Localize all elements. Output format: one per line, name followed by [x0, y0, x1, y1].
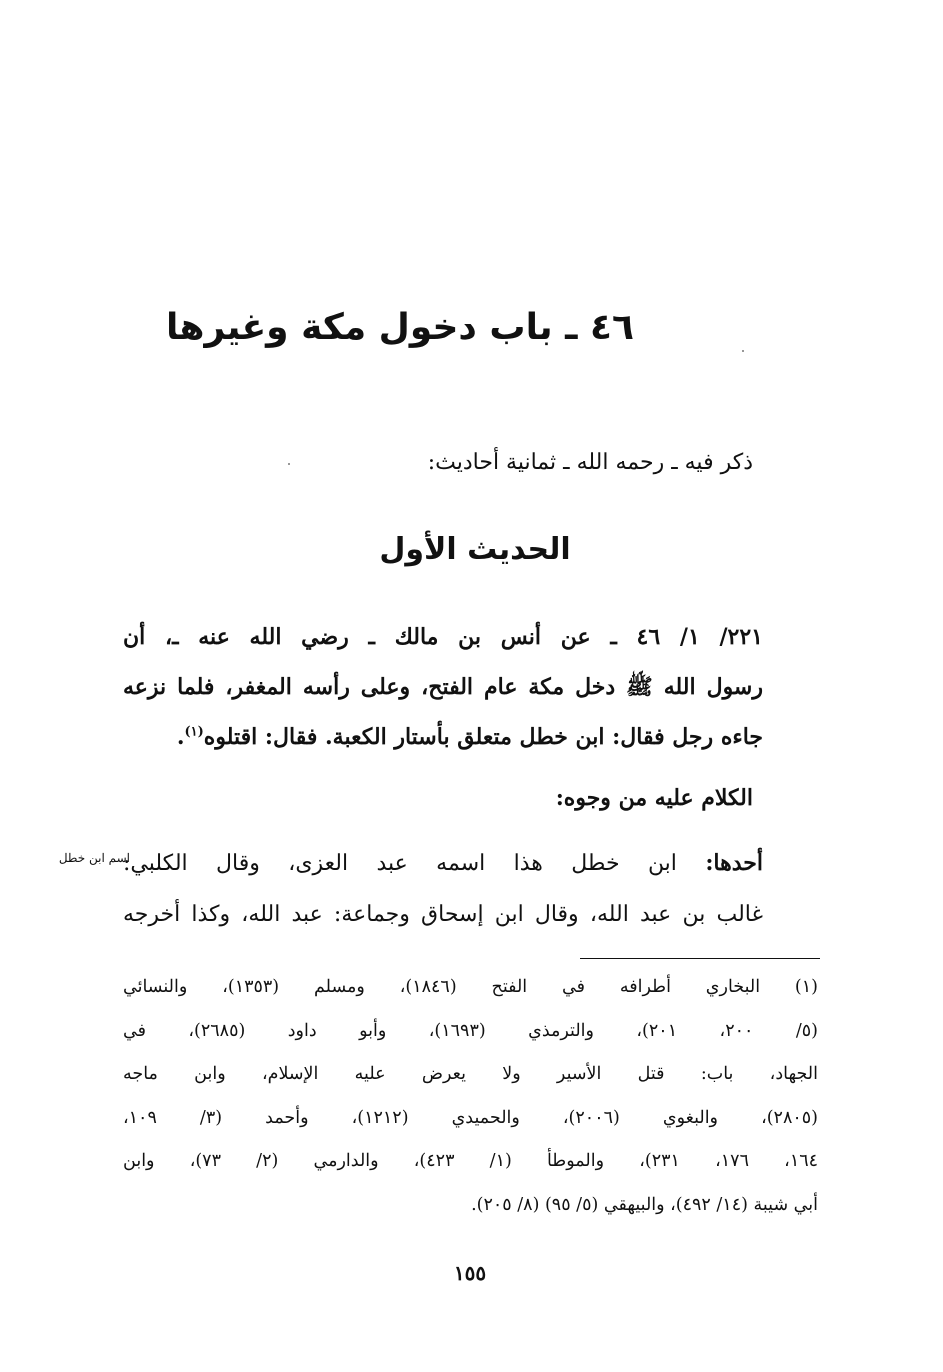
hadith-text	[123, 612, 763, 762]
page-number: ١٥٥	[453, 1261, 487, 1285]
hadith-line	[123, 712, 763, 762]
footnotes	[123, 966, 818, 1227]
aspect-line: غالب بن عبد الله، وقال ابن إسحاق وجماعة: عبد الله، وكذا أخرجه	[123, 902, 763, 927]
hadith-line: ٢٢١/ ١/ ٤٦ ـ عن أنس بن مالك ـ رضي الله عنه ـ، أن	[123, 624, 763, 650]
footnote-line: الجهاد، باب: قتل الأسير ولا يعرض عليه الإسلام، وابن ماجه	[123, 1064, 818, 1084]
scan-speck	[288, 463, 290, 465]
footnote-divider	[580, 958, 820, 959]
aspect-text: ابن خطل هذا اسمه عبد العزى، وقال الكلبي:	[123, 851, 677, 876]
margin-note: اسم ابن خطل	[58, 851, 130, 865]
footnote-line: (١) البخاري أطرافه في الفتح (١٨٤٦)، ومسلم (١٣٥٣)، والنسائي	[123, 977, 818, 997]
chapter-title: ٤٦ ـ باب دخول مكة وغيرها	[166, 307, 634, 348]
hadith-heading: الحديث الأول	[379, 532, 571, 567]
chapter-intro: ذكر فيه ـ رحمه الله ـ ثمانية أحاديث:	[427, 450, 753, 475]
footnote-line: (٥/ ٢٠٠، ٢٠١)، والترمذي (١٦٩٣)، وأبو داود (٢٦٨٥)، في	[123, 1020, 818, 1041]
hadith-line-text: جاءه رجل فقال: ابن خطل متعلق بأستار الكعبة. فقال: اقتلوه	[203, 724, 763, 750]
hadith-line-end: .	[176, 724, 185, 750]
aspect-label: أحدها:	[705, 850, 763, 876]
aspect-line	[123, 837, 763, 889]
footnote-line: أبي شيبة (١٤/ ٤٩٢)، والبيهقي (٥/ ٩٥) (٨/ ٢٠٥).	[471, 1194, 818, 1215]
hadith-line: رسول الله ﷺ دخل مكة عام الفتح، وعلى رأسه المغفر، فلما نزعه	[123, 674, 763, 700]
scan-speck	[742, 350, 744, 352]
first-aspect	[123, 837, 763, 941]
discussion-intro: الكلام عليه من وجوه:	[555, 785, 753, 811]
footnote-line: ١٦٤، ١٧٦، ٢٣١)، والموطأ (١/ ٤٢٣)، والدارمي (٢/ ٧٣)، وابن	[123, 1151, 819, 1171]
footnote-line: (٢٨٠٥)، والبغوي (٢٠٠٦)، والحميدي (١٢١٢)، وأحمد (٣/ ١٠٩،	[123, 1107, 818, 1128]
footnote-reference: (١)	[184, 724, 204, 740]
